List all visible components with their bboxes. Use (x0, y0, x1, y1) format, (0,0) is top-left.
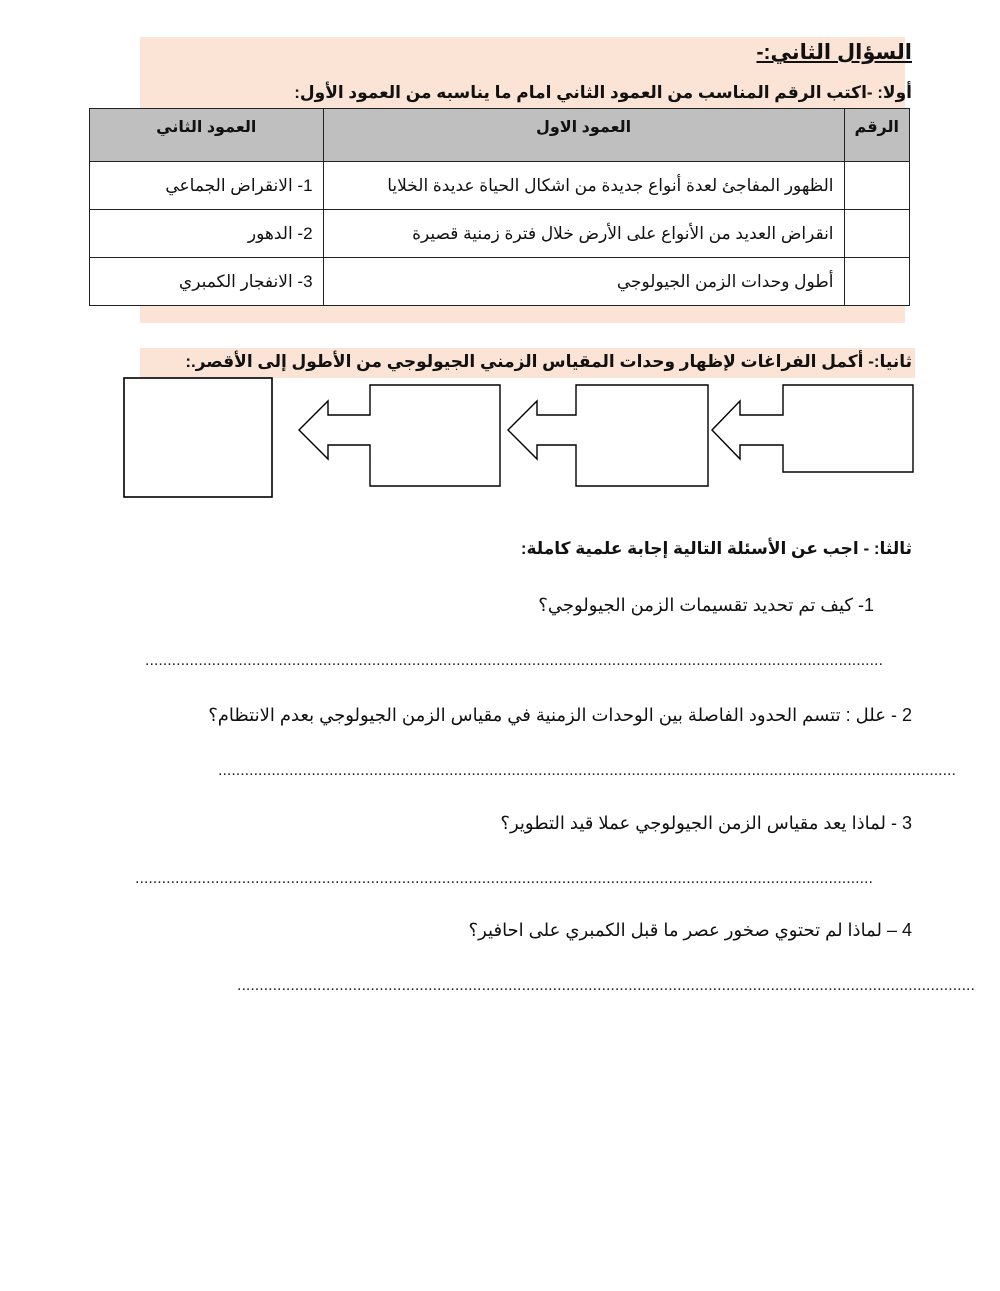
shortest-unit-box[interactable] (124, 378, 272, 497)
second-column-cell: 3- الانفجار الكمبري (90, 258, 324, 306)
question-number: 3 - (890, 813, 912, 833)
table-row (90, 210, 910, 258)
part3-instruction: ثالثا: - اجب عن الأسئلة التالية إجابة علمية كاملة: (520, 539, 912, 558)
question-2 (208, 705, 912, 726)
header-second-column: العمود الثاني (90, 109, 324, 162)
answer-line-1[interactable]: ...................................................................................................................................................................... (145, 652, 883, 669)
answer-cell[interactable] (844, 258, 909, 306)
question-3 (500, 813, 912, 834)
question-text: لماذا لم تحتوي صخور عصر ما قبل الكمبري على احافير؟ (468, 920, 882, 940)
part2-instruction: ثانيا:- أكمل الفراغات لإظهار وحدات المقياس الزمني الجيولوجي من الأطول إلى الأقصر.: (185, 352, 912, 371)
question-4 (469, 920, 912, 941)
first-column-cell: انقراض العديد من الأنواع على الأرض خلال فترة زمنية قصيرة (323, 210, 844, 258)
arrow-box-2[interactable] (508, 385, 708, 486)
table-row (90, 162, 910, 210)
question-number: 1- (857, 595, 874, 615)
matching-table (89, 108, 910, 306)
first-column-cell: الظهور المفاجئ لعدة أنواع جديدة من اشكال الحياة عديدة الخلايا (323, 162, 844, 210)
question-text: كيف تم تحديد تقسيمات الزمن الجيولوجي؟ (538, 595, 853, 615)
arrow-box-1[interactable] (712, 385, 913, 472)
question-number: 2 - (890, 705, 912, 725)
header-number: الرقم (844, 109, 909, 162)
question-title: السؤال الثاني:- (756, 41, 912, 64)
second-column-cell: 1- الانقراض الجماعي (90, 162, 324, 210)
header-first-column: العمود الاول (323, 109, 844, 162)
question-number: 4 – (886, 920, 912, 940)
question-text: لماذا يعد مقياس الزمن الجيولوجي عملا قيد التطوير؟ (500, 813, 886, 833)
timescale-diagram (0, 370, 1000, 510)
table-header-row (90, 109, 910, 162)
answer-line-3[interactable]: ...................................................................................................................................................................... (135, 870, 873, 887)
question-text: علل : تتسم الحدود الفاصلة بين الوحدات الزمنية في مقياس الزمن الجيولوجي بعدم الانتظام؟ (208, 705, 886, 725)
arrow-box-3[interactable] (299, 385, 500, 486)
first-column-cell: أطول وحدات الزمن الجيولوجي (323, 258, 844, 306)
second-column-cell: 2- الدهور (90, 210, 324, 258)
question-1 (538, 595, 874, 616)
answer-cell[interactable] (844, 162, 909, 210)
answer-cell[interactable] (844, 210, 909, 258)
answer-line-4[interactable]: ...................................................................................................................................................................... (237, 977, 975, 994)
table-row (90, 258, 910, 306)
answer-line-2[interactable]: ...................................................................................................................................................................... (218, 762, 956, 779)
part1-instruction: أولا: -اكتب الرقم المناسب من العمود الثاني امام ما يناسبه من العمود الأول: (294, 83, 912, 102)
